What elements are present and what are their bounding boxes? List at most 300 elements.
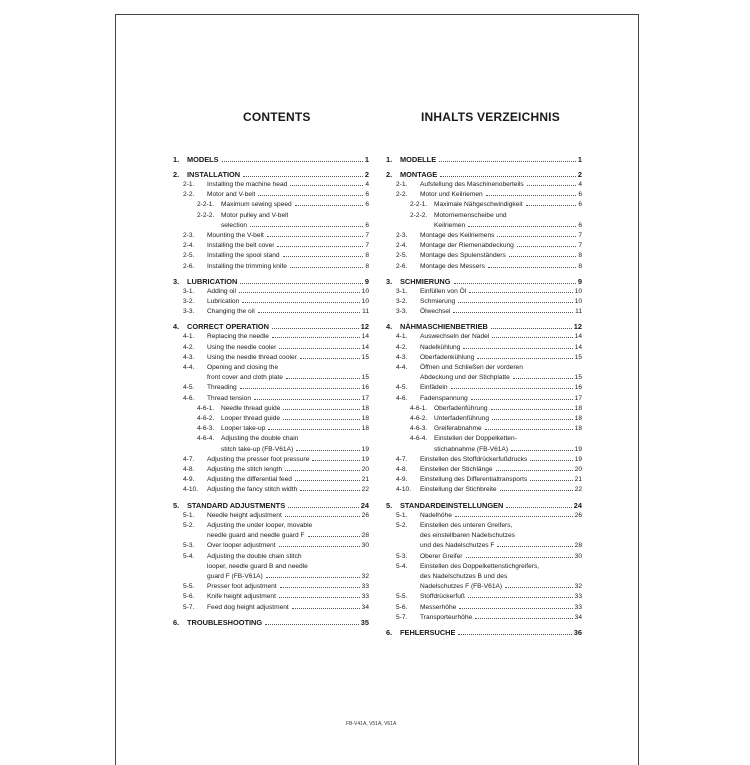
toc-entry-number: 2-5. bbox=[396, 252, 408, 260]
toc-entry-title: Threading bbox=[207, 384, 237, 392]
dot-leader bbox=[511, 450, 573, 451]
toc-entry-title: Needle thread guide bbox=[221, 404, 281, 412]
toc-entry bbox=[173, 221, 369, 231]
toc-entry-page-number: 8 bbox=[578, 252, 582, 260]
toc-entry bbox=[386, 297, 582, 307]
toc-entry-title: Keilriemen bbox=[434, 221, 466, 229]
toc-entry-title: Aufstellung des Maschinenoberteils bbox=[420, 181, 524, 188]
toc-entry-number: 2-2-1. bbox=[197, 201, 215, 209]
dot-leader bbox=[451, 388, 573, 389]
dot-leader bbox=[283, 419, 360, 420]
toc-entry-title: SCHMIERUNG bbox=[400, 276, 451, 286]
toc-entry-page-number: 9 bbox=[364, 276, 369, 286]
toc-entry-number: 4-2. bbox=[396, 343, 408, 351]
toc-entry bbox=[173, 475, 369, 485]
toc-entry-page-number: 15 bbox=[361, 374, 369, 382]
dot-leader bbox=[222, 161, 363, 162]
toc-entry bbox=[386, 455, 582, 465]
toc-entry-title: des Nadelschutzes B und des bbox=[420, 572, 508, 580]
toc-entry-number: 2-4. bbox=[183, 242, 195, 250]
dot-leader bbox=[258, 195, 363, 196]
toc-entry-number: 4-6-2. bbox=[197, 415, 215, 423]
toc-entry-page-number: 18 bbox=[361, 404, 369, 412]
dot-leader bbox=[458, 634, 571, 635]
toc-entry-title: Adjusting the double chain bbox=[221, 435, 299, 443]
toc-entry-page-number: 21 bbox=[574, 476, 582, 484]
dot-leader bbox=[285, 470, 360, 471]
toc-entry-page-number: 14 bbox=[574, 333, 582, 341]
toc-entry-title: Greiferabnahme bbox=[434, 425, 482, 433]
dot-leader bbox=[266, 577, 360, 578]
toc-entry-page-number: 35 bbox=[360, 617, 369, 627]
toc-entry-title: MODELLE bbox=[400, 155, 437, 164]
toc-entry-number: 2-3. bbox=[396, 232, 408, 240]
toc-entry-number: 5-1. bbox=[396, 511, 408, 519]
dot-leader bbox=[500, 490, 573, 491]
toc-entry-title: Maximale Nähgeschwindigkeit bbox=[434, 201, 523, 209]
toc-entry-title: Maximum sewing speed bbox=[221, 201, 292, 209]
toc-entry-number: 1. bbox=[386, 155, 393, 164]
toc-entry-page-number: 19 bbox=[361, 445, 369, 453]
toc-entry bbox=[173, 241, 369, 251]
toc-entry-title: des einstellbaren Nadelschutzes bbox=[420, 532, 515, 540]
toc-entry-number: 2-2. bbox=[396, 191, 408, 199]
toc-entry-number: 4. bbox=[386, 322, 393, 332]
toc-entry-page-number: 33 bbox=[361, 593, 369, 601]
toc-entry bbox=[386, 251, 582, 261]
toc-entry-title: Looper take-up bbox=[221, 425, 266, 433]
dot-leader bbox=[295, 480, 360, 481]
toc-entry-number: 5-5. bbox=[396, 593, 408, 601]
toc-entry-number: 2-2-2. bbox=[197, 211, 215, 219]
toc-entry bbox=[173, 511, 369, 521]
toc-entry-page-number: 30 bbox=[574, 552, 582, 560]
toc-entry-title: Motor und Keilriemen bbox=[420, 191, 483, 199]
toc-entry-title: looper, needle guard B and needle bbox=[207, 562, 308, 570]
dot-leader bbox=[505, 587, 573, 588]
toc-entry-page-number: 11 bbox=[362, 308, 369, 316]
toc-entry bbox=[173, 383, 369, 393]
toc-entry bbox=[173, 373, 369, 383]
toc-entry-title: Knife height adjustment bbox=[207, 593, 276, 601]
toc-entry bbox=[386, 541, 582, 551]
toc-entry-number: 4-5. bbox=[396, 384, 408, 392]
toc-entry-number: 5-5. bbox=[183, 583, 195, 591]
toc-entry bbox=[173, 455, 369, 465]
toc-entry-page-number: 1 bbox=[364, 155, 369, 164]
dot-leader bbox=[283, 256, 364, 257]
toc-entry bbox=[386, 414, 582, 424]
toc-entry-number: 5. bbox=[386, 500, 393, 510]
toc-entry-number: 4-6-4. bbox=[197, 435, 215, 443]
toc-entry-number: 2-2-2. bbox=[410, 211, 428, 219]
dot-leader bbox=[517, 246, 576, 247]
toc-entry bbox=[386, 262, 582, 272]
toc-entry-title: stitch take-up (FB-V61A) bbox=[221, 445, 294, 453]
toc-entry-title: Installing the spool stand bbox=[207, 252, 280, 260]
toc-entry-number: 4-1. bbox=[183, 333, 195, 341]
toc-entry-title: Oberfadenkühlung bbox=[420, 353, 475, 361]
toc-entry-title: Needle height adjustment bbox=[207, 511, 282, 519]
toc-entry-page-number: 18 bbox=[574, 415, 582, 423]
contents-list-german bbox=[386, 150, 582, 638]
toc-entry-page-number: 18 bbox=[574, 425, 582, 433]
toc-entry-number: 3. bbox=[173, 276, 180, 286]
toc-entry-number: 5-4. bbox=[183, 552, 195, 560]
toc-entry bbox=[386, 363, 582, 373]
toc-entry bbox=[173, 394, 369, 404]
toc-entry-page-number: 2 bbox=[364, 170, 369, 179]
toc-entry-number: 2. bbox=[173, 170, 180, 179]
toc-entry-number: 4-6-1. bbox=[410, 404, 428, 412]
toc-entry-number: 3-1. bbox=[183, 287, 195, 295]
toc-entry-number: 5-3. bbox=[183, 542, 195, 550]
toc-entry-title: LUBRICATION bbox=[187, 276, 238, 286]
toc-entry-title: FEHLERSUCHE bbox=[400, 627, 456, 637]
toc-entry-page-number: 12 bbox=[360, 322, 369, 332]
dot-leader bbox=[471, 399, 573, 400]
toc-entry-title: Motor and V-belt bbox=[207, 191, 256, 199]
toc-entry bbox=[386, 180, 582, 190]
dot-leader bbox=[240, 283, 363, 284]
toc-section-entry bbox=[173, 169, 369, 180]
toc-entry-title: Ölwechsel bbox=[420, 308, 451, 316]
toc-entry bbox=[173, 592, 369, 602]
toc-section-entry bbox=[173, 276, 369, 287]
toc-entry-title: Opening and closing the bbox=[207, 364, 279, 372]
toc-entry-number: 2-2. bbox=[183, 191, 195, 199]
toc-section-entry bbox=[386, 154, 582, 165]
toc-section-entry bbox=[173, 321, 369, 332]
dot-leader bbox=[526, 205, 577, 206]
dot-leader bbox=[530, 460, 572, 461]
toc-entry-page-number: 15 bbox=[574, 353, 582, 361]
toc-entry-title: selection bbox=[221, 221, 248, 229]
toc-entry bbox=[173, 434, 369, 444]
dot-leader bbox=[463, 348, 572, 349]
toc-entry-page-number: 8 bbox=[578, 262, 582, 270]
dot-leader bbox=[527, 185, 577, 186]
dot-leader bbox=[453, 312, 573, 313]
toc-entry-title: Motorriemenscheibe und bbox=[434, 211, 507, 219]
toc-entry-title: MONTAGE bbox=[400, 170, 438, 179]
toc-entry-title: Unterfadenführung bbox=[434, 415, 489, 423]
toc-entry-page-number: 21 bbox=[361, 476, 369, 484]
toc-entry-number: 2-5. bbox=[183, 252, 195, 260]
toc-entry-title: Messerhöhe bbox=[420, 603, 457, 611]
toc-entry-page-number: 11 bbox=[575, 308, 582, 316]
toc-entry-page-number: 7 bbox=[365, 242, 369, 250]
toc-entry bbox=[386, 531, 582, 541]
toc-entry-number: 5-1. bbox=[183, 511, 195, 519]
toc-entry bbox=[386, 373, 582, 383]
toc-entry bbox=[386, 241, 582, 251]
toc-entry-number: 4-9. bbox=[183, 476, 195, 484]
dot-leader bbox=[290, 267, 363, 268]
toc-entry-page-number: 33 bbox=[361, 583, 369, 591]
toc-entry bbox=[386, 231, 582, 241]
toc-entry-page-number: 7 bbox=[578, 232, 582, 240]
toc-entry bbox=[173, 231, 369, 241]
toc-entry-title: Adjusting the fancy stitch width bbox=[207, 486, 298, 494]
dot-leader bbox=[454, 283, 576, 284]
toc-entry-number: 3-3. bbox=[396, 308, 408, 316]
toc-entry-title: INSTALLATION bbox=[187, 170, 241, 179]
toc-entry-title: Installing the machine head bbox=[207, 181, 288, 188]
toc-entry-page-number: 12 bbox=[573, 322, 582, 332]
toc-entry-title: stichabnahme (FB-V61A) bbox=[434, 445, 509, 453]
toc-entry-page-number: 15 bbox=[361, 353, 369, 361]
toc-entry-title: Using the needle thread cooler bbox=[207, 353, 297, 361]
toc-section-entry bbox=[386, 321, 582, 332]
toc-section-entry bbox=[173, 154, 369, 165]
toc-entry-page-number: 33 bbox=[574, 603, 582, 611]
toc-entry-number: 2. bbox=[386, 170, 393, 179]
toc-entry-number: 4-6-1. bbox=[197, 404, 215, 412]
dot-leader bbox=[239, 292, 360, 293]
toc-entry-number: 1. bbox=[173, 155, 180, 164]
toc-entry-title: Transporteurhöhe bbox=[420, 613, 473, 621]
toc-entry-title: Einstellung der Stichbreite bbox=[420, 486, 497, 494]
dot-leader bbox=[458, 302, 572, 303]
toc-entry bbox=[173, 582, 369, 592]
toc-entry bbox=[386, 343, 582, 353]
toc-entry-page-number: 18 bbox=[361, 415, 369, 423]
toc-entry bbox=[386, 353, 582, 363]
toc-entry-title: Motor pulley and V-belt bbox=[221, 211, 289, 219]
toc-entry-number: 5-6. bbox=[183, 593, 195, 601]
toc-entry-page-number: 32 bbox=[574, 583, 582, 591]
toc-entry-number: 2-6. bbox=[183, 262, 195, 270]
dot-leader bbox=[290, 185, 363, 186]
inhalts-verzeichnis-heading: INHALTS VERZEICHNIS bbox=[421, 110, 560, 124]
toc-entry-number: 4-1. bbox=[396, 333, 408, 341]
toc-entry-number: 3-2. bbox=[183, 298, 195, 306]
toc-entry-title: Einfüllen von Öl bbox=[420, 287, 467, 295]
dot-leader bbox=[279, 348, 359, 349]
dot-leader bbox=[295, 205, 364, 206]
dot-leader bbox=[497, 236, 576, 237]
contents-heading: CONTENTS bbox=[243, 110, 311, 124]
dot-leader bbox=[459, 608, 572, 609]
dot-leader bbox=[468, 597, 573, 598]
dot-leader bbox=[513, 378, 573, 379]
toc-entry-number: 2-3. bbox=[183, 232, 195, 240]
dot-leader bbox=[292, 608, 360, 609]
page-footer-models: FB-V41A, V51A, V61A bbox=[346, 721, 397, 727]
toc-entry-title: Over looper adjustment bbox=[207, 542, 276, 550]
toc-entry-number: 5-6. bbox=[396, 603, 408, 611]
toc-entry bbox=[386, 592, 582, 602]
toc-entry-page-number: 32 bbox=[361, 572, 369, 580]
toc-entry-number: 2-4. bbox=[396, 242, 408, 250]
toc-entry-title: Lubrication bbox=[207, 298, 240, 306]
dot-leader bbox=[279, 597, 360, 598]
toc-entry-title: front cover and cloth plate bbox=[207, 374, 283, 382]
toc-entry bbox=[386, 572, 582, 582]
dot-leader bbox=[286, 378, 360, 379]
toc-entry-page-number: 4 bbox=[365, 181, 369, 188]
toc-entry-title: Einstellen des Stoffdrückerfußdrucks bbox=[420, 455, 528, 463]
toc-entry-title: Feed dog height adjustment bbox=[207, 603, 289, 611]
contents-list-english bbox=[173, 150, 369, 628]
toc-entry-page-number: 28 bbox=[361, 532, 369, 540]
toc-entry bbox=[173, 180, 369, 190]
toc-entry-title: Replacing the needle bbox=[207, 333, 269, 341]
dot-leader bbox=[530, 480, 572, 481]
toc-entry-page-number: 16 bbox=[574, 384, 582, 392]
toc-entry-number: 4-6-4. bbox=[410, 435, 428, 443]
toc-entry bbox=[386, 221, 582, 231]
toc-entry-title: Nadelkühlung bbox=[420, 343, 461, 351]
dot-leader bbox=[265, 624, 359, 625]
toc-entry-page-number: 10 bbox=[361, 298, 369, 306]
toc-entry bbox=[173, 363, 369, 373]
toc-entry-number: 5-2. bbox=[396, 521, 408, 529]
toc-entry bbox=[173, 603, 369, 613]
toc-entry-title: Montage des Messers bbox=[420, 262, 485, 270]
toc-entry-number: 4-3. bbox=[396, 353, 408, 361]
toc-entry-title: und des Nadelschutzes F bbox=[420, 542, 495, 550]
toc-entry-number: 3. bbox=[386, 276, 393, 286]
dot-leader bbox=[272, 328, 359, 329]
toc-entry-title: Oberfadenführung bbox=[434, 404, 488, 412]
toc-entry-number: 5-7. bbox=[183, 603, 195, 611]
toc-entry-number: 2-2-1. bbox=[410, 201, 428, 209]
dot-leader bbox=[296, 450, 359, 451]
dot-leader bbox=[439, 161, 576, 162]
dot-leader bbox=[506, 507, 571, 508]
toc-entry-title: Nadelschutzes F (FB-V61A) bbox=[420, 583, 503, 591]
toc-entry-title: STANDARDEINSTELLUNGEN bbox=[400, 500, 504, 510]
toc-entry-page-number: 10 bbox=[574, 287, 582, 295]
toc-entry-page-number: 17 bbox=[574, 394, 582, 402]
toc-entry bbox=[173, 541, 369, 551]
dot-leader bbox=[312, 460, 359, 461]
dot-leader bbox=[466, 557, 573, 558]
dot-leader bbox=[300, 490, 359, 491]
toc-entry-page-number: 30 bbox=[361, 542, 369, 550]
toc-entry-page-number: 33 bbox=[574, 593, 582, 601]
dot-leader bbox=[285, 516, 360, 517]
toc-entry bbox=[386, 211, 582, 221]
dot-leader bbox=[268, 429, 359, 430]
dot-leader bbox=[254, 399, 360, 400]
toc-entry-number: 4. bbox=[173, 322, 180, 332]
toc-entry-title: NÄHMASCHIENBETRIEB bbox=[400, 322, 488, 332]
toc-entry-page-number: 9 bbox=[577, 276, 582, 286]
toc-entry-title: Adjusting the stitch length bbox=[207, 466, 283, 474]
toc-section-entry bbox=[173, 617, 369, 628]
toc-entry bbox=[173, 297, 369, 307]
toc-entry-number: 4-4. bbox=[183, 364, 195, 372]
toc-entry-number: 4-3. bbox=[183, 353, 195, 361]
toc-entry-page-number: 22 bbox=[361, 486, 369, 494]
toc-entry-page-number: 7 bbox=[365, 232, 369, 240]
dot-leader bbox=[250, 226, 363, 227]
toc-entry-page-number: 20 bbox=[361, 466, 369, 474]
toc-entry-page-number: 6 bbox=[578, 191, 582, 199]
toc-entry-title: Einstellen des unteren Greifers, bbox=[420, 521, 513, 529]
dot-leader bbox=[477, 358, 572, 359]
toc-entry bbox=[173, 353, 369, 363]
toc-entry-page-number: 6 bbox=[578, 221, 582, 229]
toc-entry bbox=[173, 424, 369, 434]
toc-entry bbox=[386, 424, 582, 434]
dot-leader bbox=[491, 409, 573, 410]
toc-entry bbox=[386, 394, 582, 404]
toc-entry bbox=[173, 552, 369, 562]
toc-entry-number: 4-10. bbox=[396, 486, 412, 494]
toc-entry-number: 4-7. bbox=[396, 455, 408, 463]
toc-entry-number: 6. bbox=[173, 617, 180, 627]
toc-entry-title: Einfädeln bbox=[420, 384, 448, 392]
toc-entry bbox=[386, 332, 582, 342]
dot-leader bbox=[492, 337, 572, 338]
toc-entry bbox=[173, 211, 369, 221]
dot-leader bbox=[240, 388, 360, 389]
toc-entry-page-number: 14 bbox=[361, 333, 369, 341]
toc-entry-title: Auswechseln der Nadel bbox=[420, 333, 490, 341]
toc-entry bbox=[386, 465, 582, 475]
toc-entry-page-number: 15 bbox=[574, 374, 582, 382]
toc-entry-title: Stoffdrückerfuß bbox=[420, 593, 465, 601]
toc-entry-page-number: 7 bbox=[578, 242, 582, 250]
toc-entry-number: 4-10. bbox=[183, 486, 199, 494]
toc-entry-title: Adjusting the under looper, movable bbox=[207, 521, 313, 529]
dot-leader bbox=[243, 176, 363, 177]
toc-entry-page-number: 22 bbox=[574, 486, 582, 494]
toc-entry bbox=[173, 307, 369, 317]
dot-leader bbox=[488, 267, 576, 268]
toc-entry bbox=[386, 562, 582, 572]
toc-entry-number: 5-2. bbox=[183, 521, 195, 529]
dot-leader bbox=[491, 328, 572, 329]
toc-entry-page-number: 18 bbox=[574, 404, 582, 412]
toc-entry-number: 4-8. bbox=[183, 466, 195, 474]
toc-entry bbox=[386, 200, 582, 210]
toc-entry-title: Installing the trimming knife bbox=[207, 262, 287, 270]
toc-entry bbox=[173, 414, 369, 424]
toc-entry-page-number: 36 bbox=[573, 627, 582, 637]
toc-entry-number: 5-3. bbox=[396, 552, 408, 560]
toc-entry-title: Installing the belt cover bbox=[207, 242, 275, 250]
toc-entry-page-number: 26 bbox=[361, 511, 369, 519]
toc-entry bbox=[173, 485, 369, 495]
toc-entry-page-number: 16 bbox=[361, 384, 369, 392]
toc-entry bbox=[386, 511, 582, 521]
toc-entry bbox=[386, 404, 582, 414]
dot-leader bbox=[468, 226, 576, 227]
toc-entry-page-number: 8 bbox=[365, 252, 369, 260]
toc-entry bbox=[173, 200, 369, 210]
toc-entry bbox=[173, 562, 369, 572]
toc-entry-page-number: 17 bbox=[361, 394, 369, 402]
toc-entry-number: 4-6-3. bbox=[410, 425, 428, 433]
toc-entry-title: needle guard and needle guard F bbox=[207, 532, 305, 540]
toc-entry bbox=[173, 262, 369, 272]
toc-entry bbox=[173, 465, 369, 475]
toc-entry bbox=[386, 190, 582, 200]
toc-entry-page-number: 14 bbox=[361, 343, 369, 351]
toc-entry bbox=[386, 434, 582, 444]
toc-entry-number: 4-9. bbox=[396, 476, 408, 484]
dot-leader bbox=[300, 358, 360, 359]
toc-entry-title: Adjusting the differential feed bbox=[207, 476, 292, 484]
toc-entry bbox=[173, 287, 369, 297]
toc-entry-title: Montage der Riemenabdeckung bbox=[420, 242, 514, 250]
toc-entry-page-number: 28 bbox=[574, 542, 582, 550]
